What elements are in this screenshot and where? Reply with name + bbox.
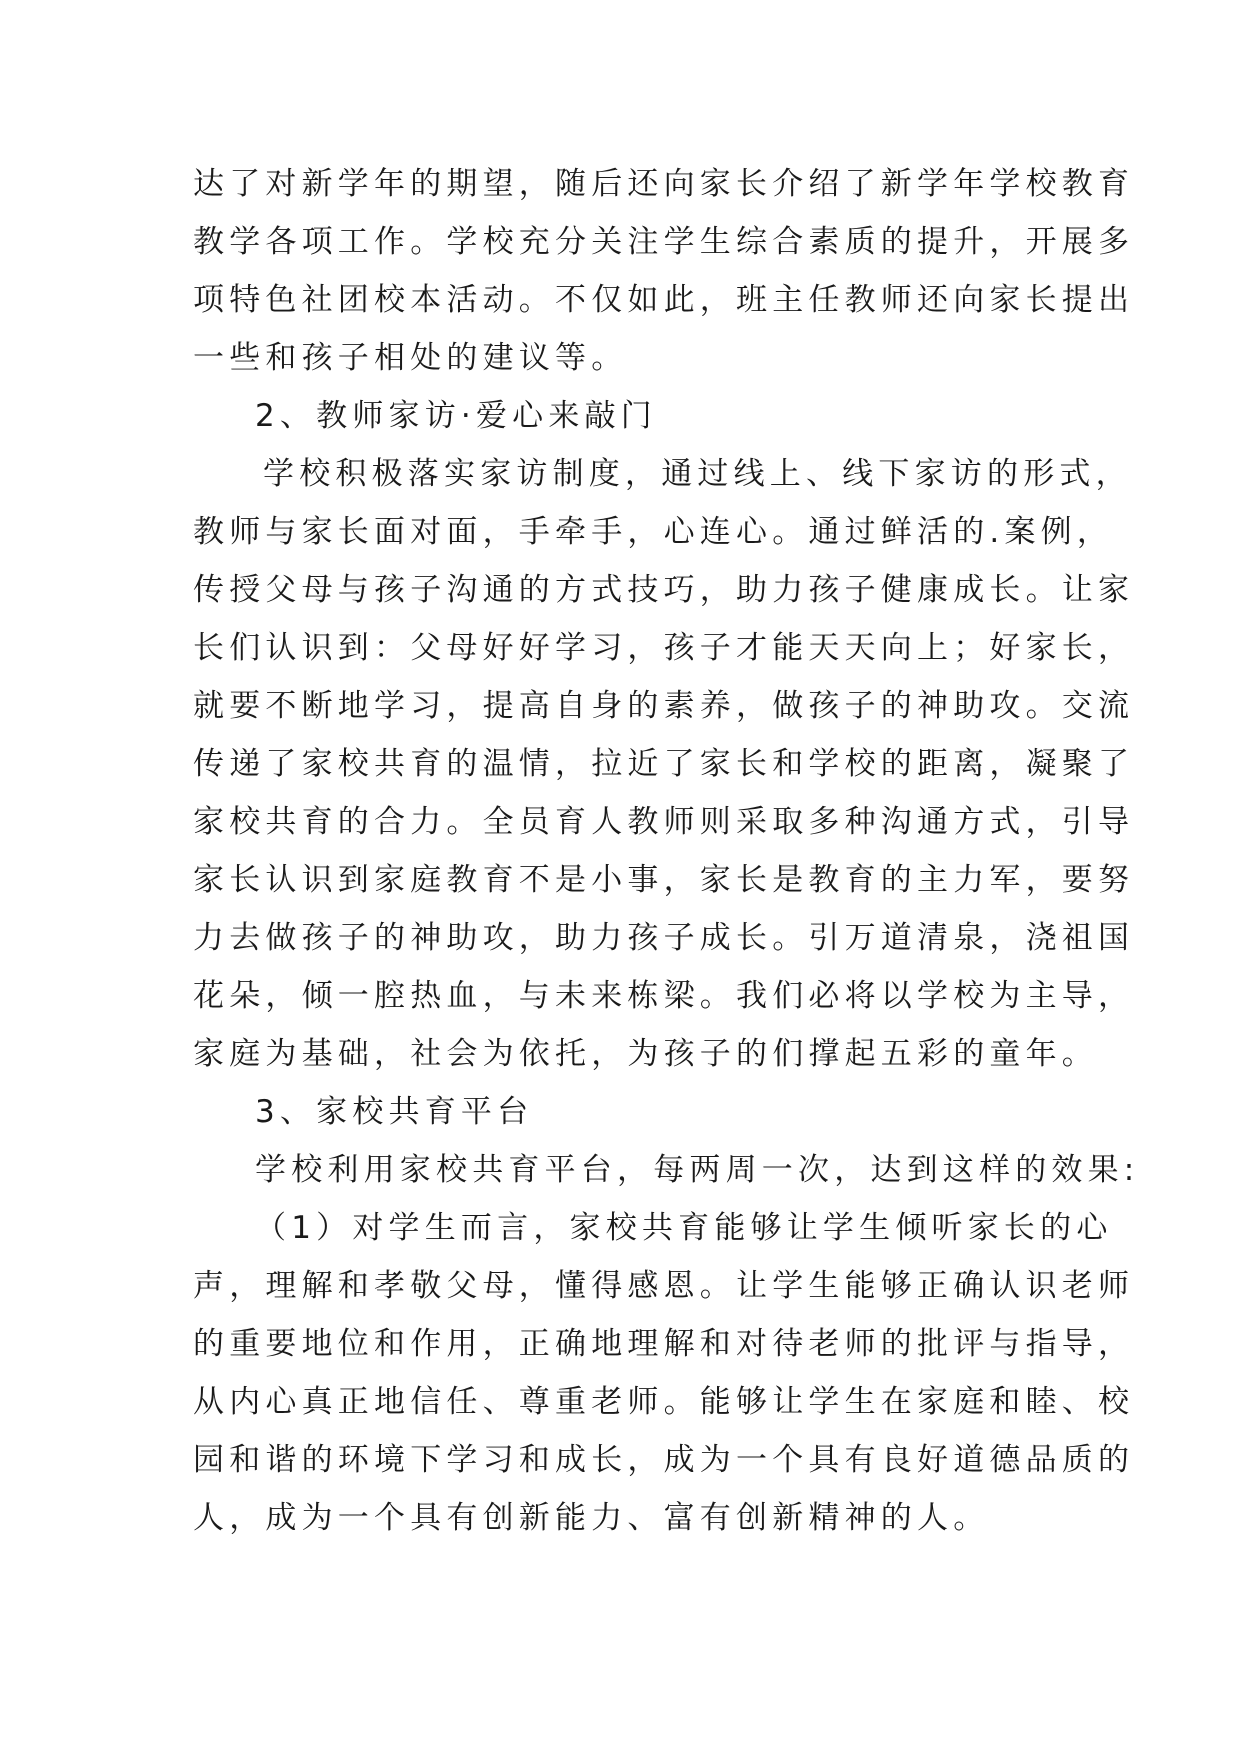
paragraph-line: 就要不断地学习，提高自身的素养，做孩子的神助攻。交流: [193, 688, 1135, 724]
paragraph-line: 声，理解和孝敬父母，懂得感恩。让学生能够正确认识老师: [193, 1268, 1135, 1304]
paragraph-line: 力去做孩子的神助攻，助力孩子成长。引万道清泉，浇祖国: [193, 920, 1135, 956]
paragraph-line: 的重要地位和作用，正确地理解和对待老师的批评与指导，: [193, 1326, 1135, 1362]
section-heading: 3、家校共育平台: [255, 1094, 534, 1130]
paragraph-line: 园和谐的环境下学习和成长，成为一个具有良好道德品质的: [193, 1442, 1135, 1478]
paragraph-line: 项特色社团校本活动。不仅如此，班主任教师还向家长提出: [193, 282, 1135, 318]
paragraph-line: 传授父母与孩子沟通的方式技巧，助力孩子健康成长。让家: [193, 572, 1135, 608]
paragraph-line: 教师与家长面对面，手牵手，心连心。通过鲜活的.案例，: [193, 514, 1114, 550]
section-heading: 2、教师家访·爱心来敲门: [255, 398, 657, 434]
paragraph-line: 家庭为基础，社会为依托，为孩子的们撑起五彩的童年。: [193, 1036, 1098, 1072]
paragraph-line: 传递了家校共育的温情，拉近了家长和学校的距离，凝聚了: [193, 746, 1135, 782]
paragraph-line: 一些和孩子相处的建议等。: [193, 340, 628, 376]
paragraph-line: （1）对学生而言，家校共育能够让学生倾听家长的心: [255, 1210, 1113, 1246]
paragraph-line: 长们认识到：父母好好学习，孩子才能天天向上；好家长，: [193, 630, 1135, 666]
paragraph-line: 达了对新学年的期望，随后还向家长介绍了新学年学校教育: [193, 166, 1135, 202]
paragraph-line: 从内心真正地信任、尊重老师。能够让学生在家庭和睦、校: [193, 1384, 1135, 1420]
paragraph-line: 人，成为一个具有创新能力、富有创新精神的人。: [193, 1500, 990, 1536]
paragraph-line: 家长认识到家庭教育不是小事，家长是教育的主力军，要努: [193, 862, 1135, 898]
paragraph-line: 花朵，倾一腔热血，与未来栋梁。我们必将以学校为主导，: [193, 978, 1135, 1014]
paragraph-line: 教学各项工作。学校充分关注学生综合素质的提升，开展多: [193, 224, 1135, 260]
paragraph-line: 学校利用家校共育平台，每两周一次，达到这样的效果:: [255, 1152, 1140, 1188]
paragraph-line: 学校积极落实家访制度，通过线上、线下家访的形式，: [263, 456, 1132, 492]
paragraph-line: 家校共育的合力。全员育人教师则采取多种沟通方式，引导: [193, 804, 1135, 840]
